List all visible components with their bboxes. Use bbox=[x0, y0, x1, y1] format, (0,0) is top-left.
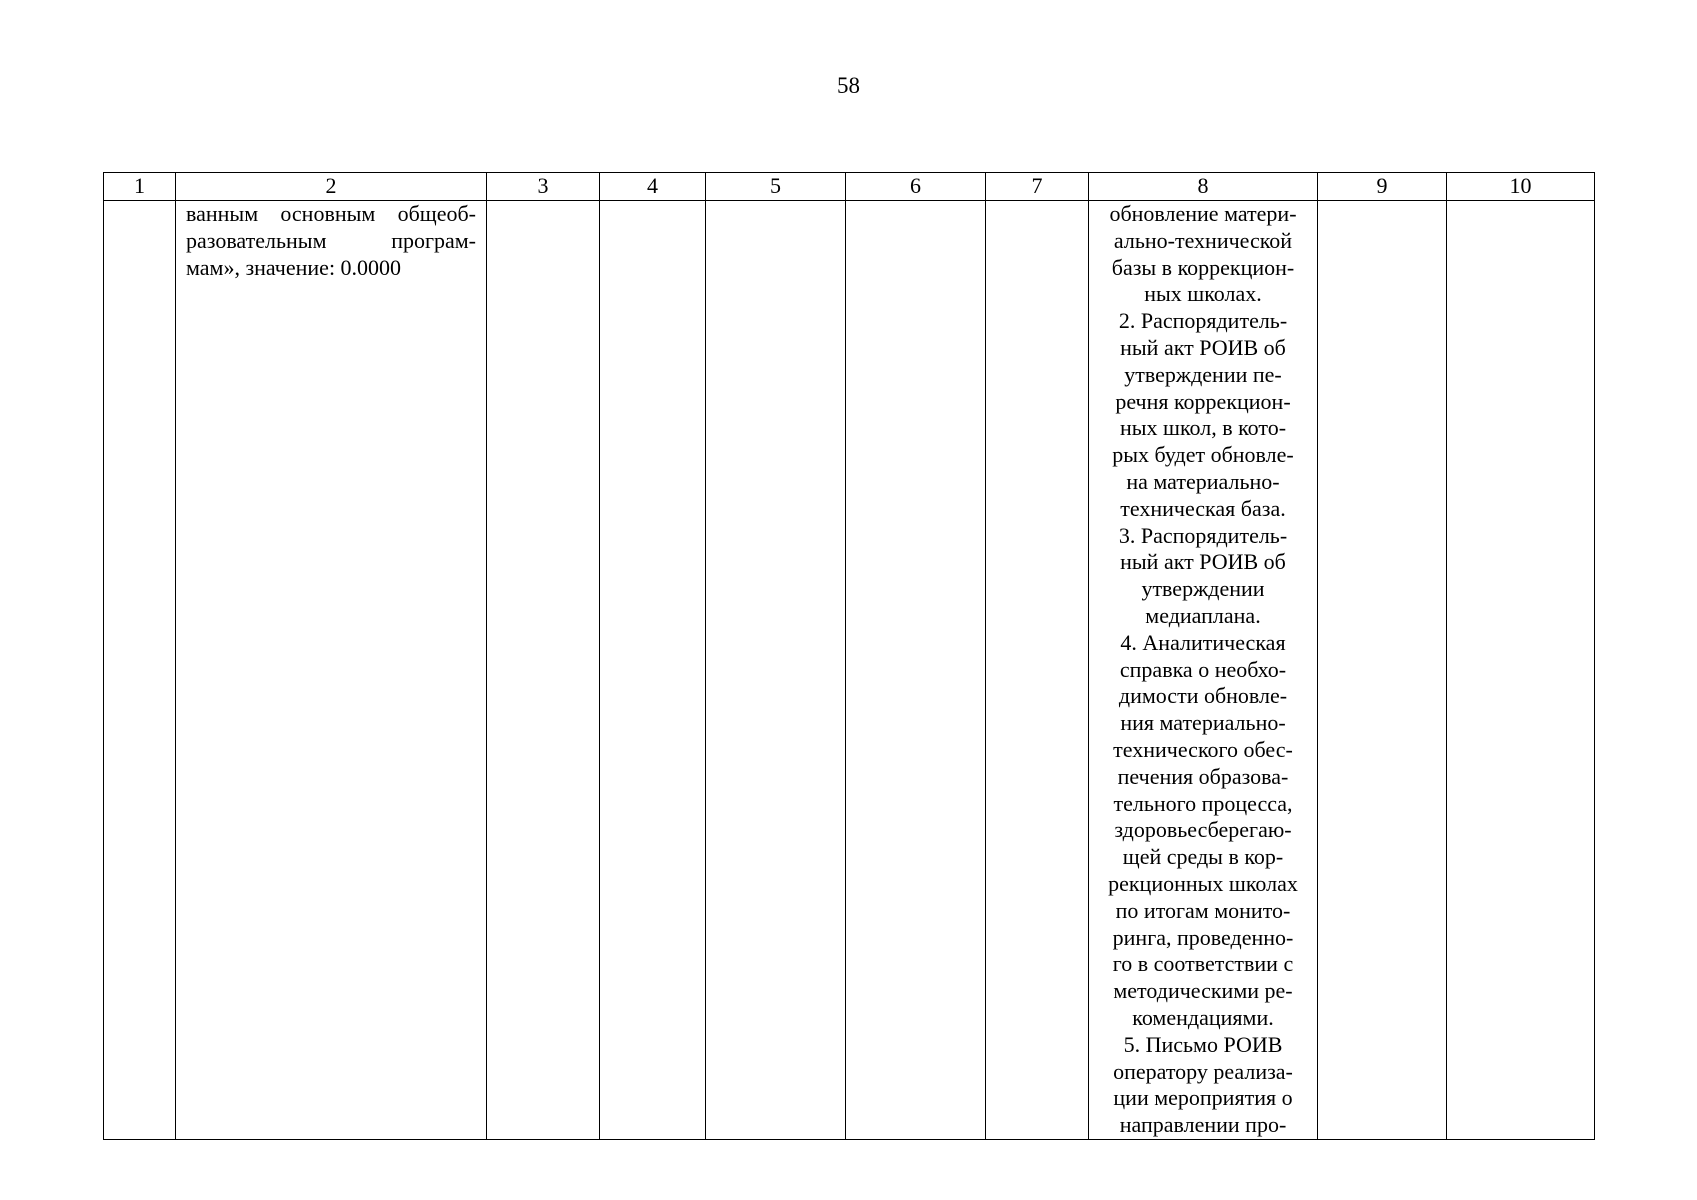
cell-col-5 bbox=[706, 201, 846, 1140]
cell-8-line: 4. Аналитическая bbox=[1120, 629, 1286, 655]
cell-col-7 bbox=[986, 201, 1089, 1140]
cell-8-line: здоровьесберегаю- bbox=[1114, 817, 1292, 843]
table-header-row bbox=[104, 173, 1595, 201]
cell-8-line: технического обес- bbox=[1113, 736, 1293, 762]
cell-8-line: ных школах. bbox=[1144, 281, 1262, 307]
cell-8-line: го в соответствии с bbox=[1112, 951, 1294, 977]
cell-8-line: обновление матери- bbox=[1109, 201, 1297, 226]
cell-col-9 bbox=[1318, 201, 1447, 1140]
column-header-8: 8 bbox=[1089, 173, 1318, 201]
cell-8-line: утверждении bbox=[1141, 576, 1265, 602]
cell-8-line: направлении про- bbox=[1119, 1112, 1287, 1138]
table-row bbox=[104, 201, 1595, 1140]
column-header-7: 7 bbox=[986, 173, 1089, 201]
column-header-6: 6 bbox=[846, 173, 986, 201]
cell-8-line: техническая база. bbox=[1120, 495, 1286, 521]
cell-8-line: рекционных школах bbox=[1108, 870, 1298, 896]
cell-8-line: 2. Распорядитель- bbox=[1118, 308, 1288, 334]
cell-8-line: утверждении пе- bbox=[1124, 361, 1282, 387]
cell-8-line: медиаплана. bbox=[1145, 602, 1261, 628]
cell-8-line: ния материально- bbox=[1120, 710, 1286, 736]
cell-8-line: ный акт РОИВ об bbox=[1120, 549, 1286, 575]
cell-col-10 bbox=[1447, 201, 1595, 1140]
cell-8-line: ный акт РОИВ об bbox=[1120, 334, 1286, 360]
cell-col-3 bbox=[487, 201, 600, 1140]
page-number: 58 bbox=[837, 73, 860, 98]
cell-8-line: ных школ, в кото- bbox=[1119, 415, 1287, 441]
cell-col-2 bbox=[176, 201, 487, 1140]
cell-8-line: ально-технической bbox=[1113, 227, 1293, 253]
cell-8-line: базы в коррекцион- bbox=[1111, 254, 1295, 280]
cell-8-line: печения образова- bbox=[1117, 763, 1289, 789]
cell-8-line: по итогам монито- bbox=[1115, 897, 1291, 923]
cell-8-line: ции мероприятия о bbox=[1113, 1085, 1293, 1111]
cell-8-line: оператору реализа- bbox=[1113, 1058, 1293, 1084]
cell-8-line: справка о необхо- bbox=[1119, 656, 1287, 682]
cell-8-line: рых будет обновле- bbox=[1112, 442, 1294, 468]
cell-8-line: комендациями. bbox=[1132, 1004, 1274, 1030]
cell-8-line: на материально- bbox=[1126, 468, 1280, 494]
cell-8-line: 3. Распорядитель- bbox=[1118, 522, 1288, 548]
column-header-4: 4 bbox=[600, 173, 706, 201]
cell-2-line: мам», значение: 0.0000 bbox=[186, 254, 402, 280]
cell-8-line: щей среды в кор- bbox=[1122, 844, 1284, 870]
cell-col-6 bbox=[846, 201, 986, 1140]
column-header-5: 5 bbox=[706, 173, 846, 201]
cell-col-8 bbox=[1089, 201, 1318, 1140]
column-header-1: 1 bbox=[104, 173, 176, 201]
cell-8-line: методическими ре- bbox=[1113, 978, 1293, 1004]
cell-8-line: ринга, проведенно- bbox=[1112, 924, 1294, 950]
cell-8-line: димости обновле- bbox=[1118, 683, 1288, 709]
column-header-2: 2 bbox=[176, 173, 487, 201]
column-header-3: 3 bbox=[487, 173, 600, 201]
cell-8-line: тельного процесса, bbox=[1113, 790, 1293, 816]
cell-2-line: ванным основным общеоб- bbox=[186, 201, 476, 226]
column-header-9: 9 bbox=[1318, 173, 1447, 201]
cell-2-line: разовательным програм- bbox=[186, 227, 476, 253]
column-header-10: 10 bbox=[1447, 173, 1595, 201]
cell-8-line: речня коррекцион- bbox=[1115, 388, 1291, 414]
document-table bbox=[103, 172, 1595, 1140]
cell-8-line: 5. Письмо РОИВ bbox=[1123, 1031, 1283, 1057]
cell-col-1 bbox=[104, 201, 176, 1140]
cell-col-4 bbox=[600, 201, 706, 1140]
